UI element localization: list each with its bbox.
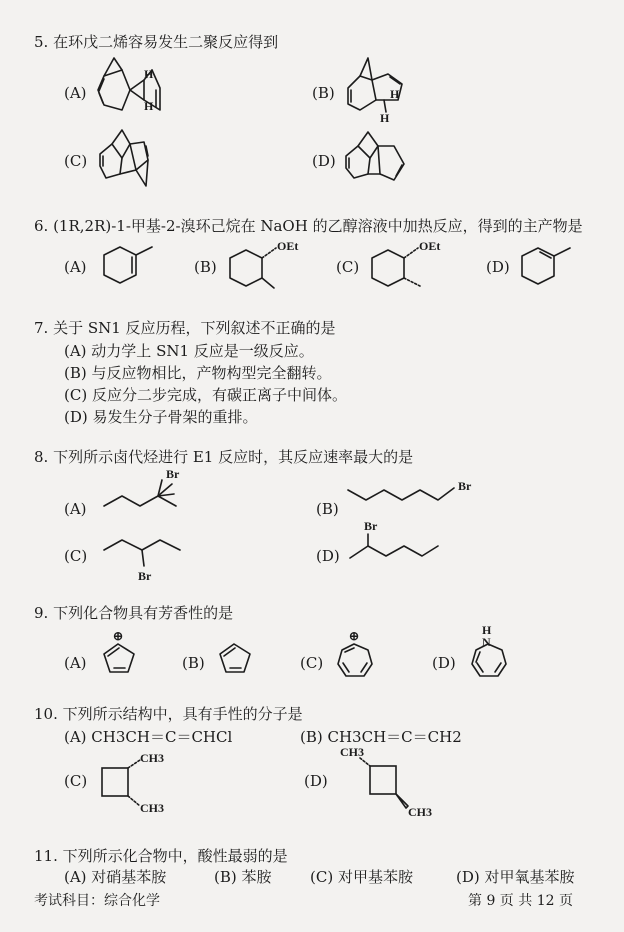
q11-option-d: (D) 对甲氧基苯胺 [456,868,575,886]
q9-option-d-label: (D) [432,654,456,672]
q8-option-b-label: (B) [316,500,339,518]
q8b-br: Br [458,479,472,493]
q9a-plus: ⊕ [113,629,124,643]
q6b-oet: OEt [277,239,299,253]
q11-option-c: (C) 对甲基苯胺 [310,868,413,886]
q5-option-b-label: (B) [312,84,335,102]
q8-option-a-label: (A) [64,500,87,518]
q7-stem: 7. 关于 SN1 反应历程，下列叙述不正确的是 [34,319,336,337]
q6-option-d-label: (D) [486,258,510,276]
q11-option-a: (A) 对硝基苯胺 [64,868,167,886]
q8-option-d-label: (D) [316,547,340,565]
q6-option-a-structure [96,243,166,293]
q8a-br: Br [166,467,180,481]
q9c-plus: ⊕ [349,629,360,643]
q9-option-b-structure [214,630,264,680]
q9-option-d-structure [466,624,516,684]
q7-option-a: (A) 动力学上 SN1 反应是一级反应。 [64,342,314,360]
q10d-ch3-top: CH3 [340,745,364,759]
q6-option-c-structure [366,236,456,296]
q9-stem: 9. 下列化合物具有芳香性的是 [34,604,234,622]
q6-stem: 6. (1R,2R)-1-甲基-2-溴环己烷在 NaOH 的乙醇溶液中加热反应，得到的主产物是 [34,217,583,235]
q6-option-b-structure [224,236,314,296]
q8c-br: Br [138,569,152,583]
q9-option-b-label: (B) [182,654,205,672]
q5-option-a-structure [90,48,190,128]
q6c-oet: OEt [419,239,441,253]
q10c-ch3-bottom: CH3 [140,801,164,815]
q7-option-c: (C) 反应分二步完成，有碳正离子中间体。 [64,386,347,404]
q9d-n: N [482,635,491,649]
q10c-ch3-top: CH3 [140,751,164,765]
q6-option-d-structure [516,238,586,290]
q8-option-c-label: (C) [64,547,88,565]
q5a-h-top: H [144,67,154,81]
q9-option-c-structure [332,628,382,684]
q5b-h-bottom: H [380,111,390,125]
q5-option-c-structure [90,124,190,194]
q8d-br: Br [364,519,378,533]
q10-option-b: (B) CH3CH＝C＝CH2 [300,728,462,746]
q5-option-d-structure [338,124,438,194]
q9-option-c-label: (C) [300,654,324,672]
q9-option-a-structure [98,630,148,680]
q5-option-d-label: (D) [312,152,336,170]
q10-option-c-structure [96,750,176,822]
q7-option-b: (B) 与反应物相比，产物构型完全翻转。 [64,364,332,382]
q8-stem: 8. 下列所示卤代烃进行 E1 反应时，其反应速率最大的是 [34,448,414,466]
q8-option-b-structure [344,476,484,516]
q11-stem: 11. 下列所示化合物中，酸性最弱的是 [34,847,288,865]
footer-page: 第 9 页 共 12 页 [468,893,573,909]
q8-option-c-structure [100,528,200,584]
q5-option-b-structure [338,48,438,128]
q11-option-b: (B) 苯胺 [214,868,272,886]
q6-option-a-label: (A) [64,258,87,276]
q5-stem: 5. 在环戊二烯容易发生二聚反应得到 [34,33,279,51]
q6-option-c-label: (C) [336,258,360,276]
q9d-h: H [482,623,492,637]
q10-option-a: (A) CH3CH＝C＝CHCl [64,728,233,746]
q10-stem: 10. 下列所示结构中，具有手性的分子是 [34,705,303,723]
q5-option-c-label: (C) [64,152,88,170]
q10-option-d-structure [336,744,436,824]
q6-option-b-label: (B) [194,258,217,276]
q5a-h-bottom: H [144,99,154,113]
q10-option-d-label: (D) [304,772,328,790]
q10d-ch3-bottom: CH3 [408,805,432,819]
q8-option-d-structure [344,518,444,568]
q5-option-a-label: (A) [64,84,87,102]
q9-option-a-label: (A) [64,654,87,672]
q7-option-d: (D) 易发生分子骨架的重排。 [64,408,258,426]
footer-subject: 考试科目：综合化学 [34,893,160,909]
q5b-h-mid: H [390,87,400,101]
q8-option-a-structure [100,466,200,522]
q10-option-c-label: (C) [64,772,88,790]
